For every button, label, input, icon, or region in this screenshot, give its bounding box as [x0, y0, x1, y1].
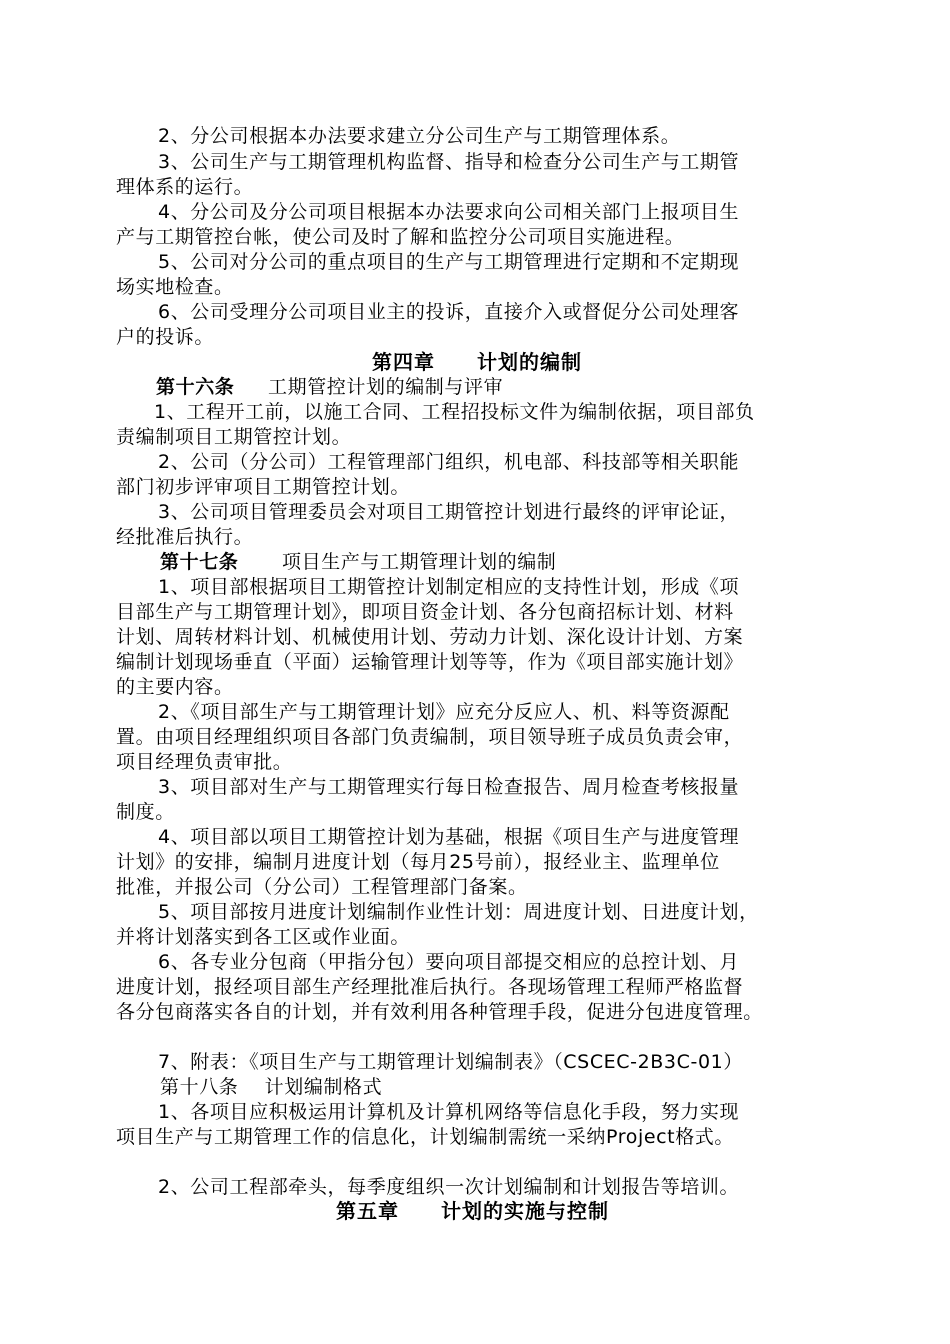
article-number: 第十六条	[156, 376, 235, 398]
paragraph-line: 编制计划现场垂直（平面）运输管理计划等等，作为《项目部实施计划》	[116, 651, 744, 673]
paragraph-line: 4、项目部以项目工期管控计划为基础，根据《项目生产与进度管理	[158, 826, 740, 848]
paragraph-line: 的主要内容。	[116, 676, 234, 698]
paragraph-line: 4、分公司及分公司项目根据本办法要求向公司相关部门上报项目生	[158, 201, 740, 223]
paragraph-line: 场实地检查。	[116, 276, 234, 298]
article-title: 项目生产与工期管理计划的编制	[282, 551, 557, 573]
paragraph-line: 2、公司（分公司）工程管理部门组织，机电部、科技部等相关职能	[158, 451, 740, 473]
paragraph-line: 置。由项目经理组织项目各部门负责编制，项目领导班子成员负责会审，	[116, 726, 744, 748]
paragraph-line: 2、公司工程部牵头，每季度组织一次计划编制和计划报告等培训。	[158, 1176, 740, 1198]
paragraph-line: 批准，并报公司（分公司）工程管理部门备案。	[116, 876, 528, 898]
paragraph-line: 3、公司项目管理委员会对项目工期管控计划进行最终的评审论证，	[158, 501, 740, 523]
paragraph-line: 6、公司受理分公司项目业主的投诉，直接介入或督促分公司处理客	[158, 301, 740, 323]
article-title: 工期管控计划的编制与评审	[268, 376, 504, 398]
paragraph-line: 目部生产与工期管理计划》，即项目资金计划、各分包商招标计划、材料	[116, 601, 734, 623]
paragraph-line: 5、公司对分公司的重点项目的生产与工期管理进行定期和不定期现	[158, 251, 740, 273]
chapter-heading: 第五章 计划的实施与控制	[336, 1199, 609, 1223]
paragraph-line: 进度计划，报经项目部生产经理批准后执行。各现场管理工程师严格监督	[116, 976, 744, 998]
paragraph-line: 部门初步评审项目工期管控计划。	[116, 476, 411, 498]
paragraph-line: 责编制项目工期管控计划。	[116, 426, 352, 448]
paragraph-line: 5、项目部按月进度计划编制作业性计划：周进度计划、日进度计划，	[158, 901, 759, 923]
paragraph-line: 户的投诉。	[116, 326, 215, 348]
chapter-heading: 第四章 计划的编制	[372, 350, 582, 374]
paragraph-line: 2、《项目部生产与工期管理计划》应充分反应人、机、料等资源配	[158, 701, 730, 723]
appendix-line: 7、附表：《项目生产与工期管理计划编制表》（CSCEC-2B3C-01）	[158, 1051, 743, 1073]
paragraph-line: 项目经理负责审批。	[116, 751, 293, 773]
article-number: 第十七条	[160, 551, 239, 573]
paragraph-line: 经批准后执行。	[116, 526, 254, 548]
paragraph-line: 3、公司生产与工期管理机构监督、指导和检查分公司生产与工期管	[158, 151, 740, 173]
article-heading: 第十八条 计划编制格式	[160, 1076, 383, 1098]
paragraph-line: 6、各专业分包商（甲指分包）要向项目部提交相应的总控计划、月	[158, 951, 740, 973]
paragraph-line: 项目生产与工期管理工作的信息化，计划编制需统一采纳Project格式。	[116, 1126, 735, 1148]
paragraph-line: 制度。	[116, 801, 175, 823]
paragraph-line: 计划、周转材料计划、机械使用计划、劳动力计划、深化设计计划、方案	[116, 626, 744, 648]
paragraph-line: 3、项目部对生产与工期管理实行每日检查报告、周月检查考核报量	[158, 776, 740, 798]
paragraph-line: 并将计划落实到各工区或作业面。	[116, 926, 411, 948]
paragraph-line: 产与工期管控台帐，使公司及时了解和监控分公司项目实施进程。	[116, 226, 685, 248]
paragraph-line: 1、各项目应积极运用计算机及计算机网络等信息化手段，努力实现	[158, 1101, 740, 1123]
paragraph-line: 计划》的安排，编制月进度计划（每月25号前），报经业主、监理单位	[116, 851, 720, 873]
paragraph-line: 1、工程开工前，以施工合同、工程招投标文件为编制依据，项目部负	[154, 401, 755, 423]
paragraph-line: 2、分公司根据本办法要求建立分公司生产与工期管理体系。	[158, 125, 681, 147]
paragraph-line: 1、项目部根据项目工期管控计划制定相应的支持性计划，形成《项	[158, 576, 740, 598]
paragraph-line: 各分包商落实各自的计划，并有效利用各种管理手段，促进分包进度管理。	[116, 1001, 763, 1023]
paragraph-line: 理体系的运行。	[116, 176, 254, 198]
